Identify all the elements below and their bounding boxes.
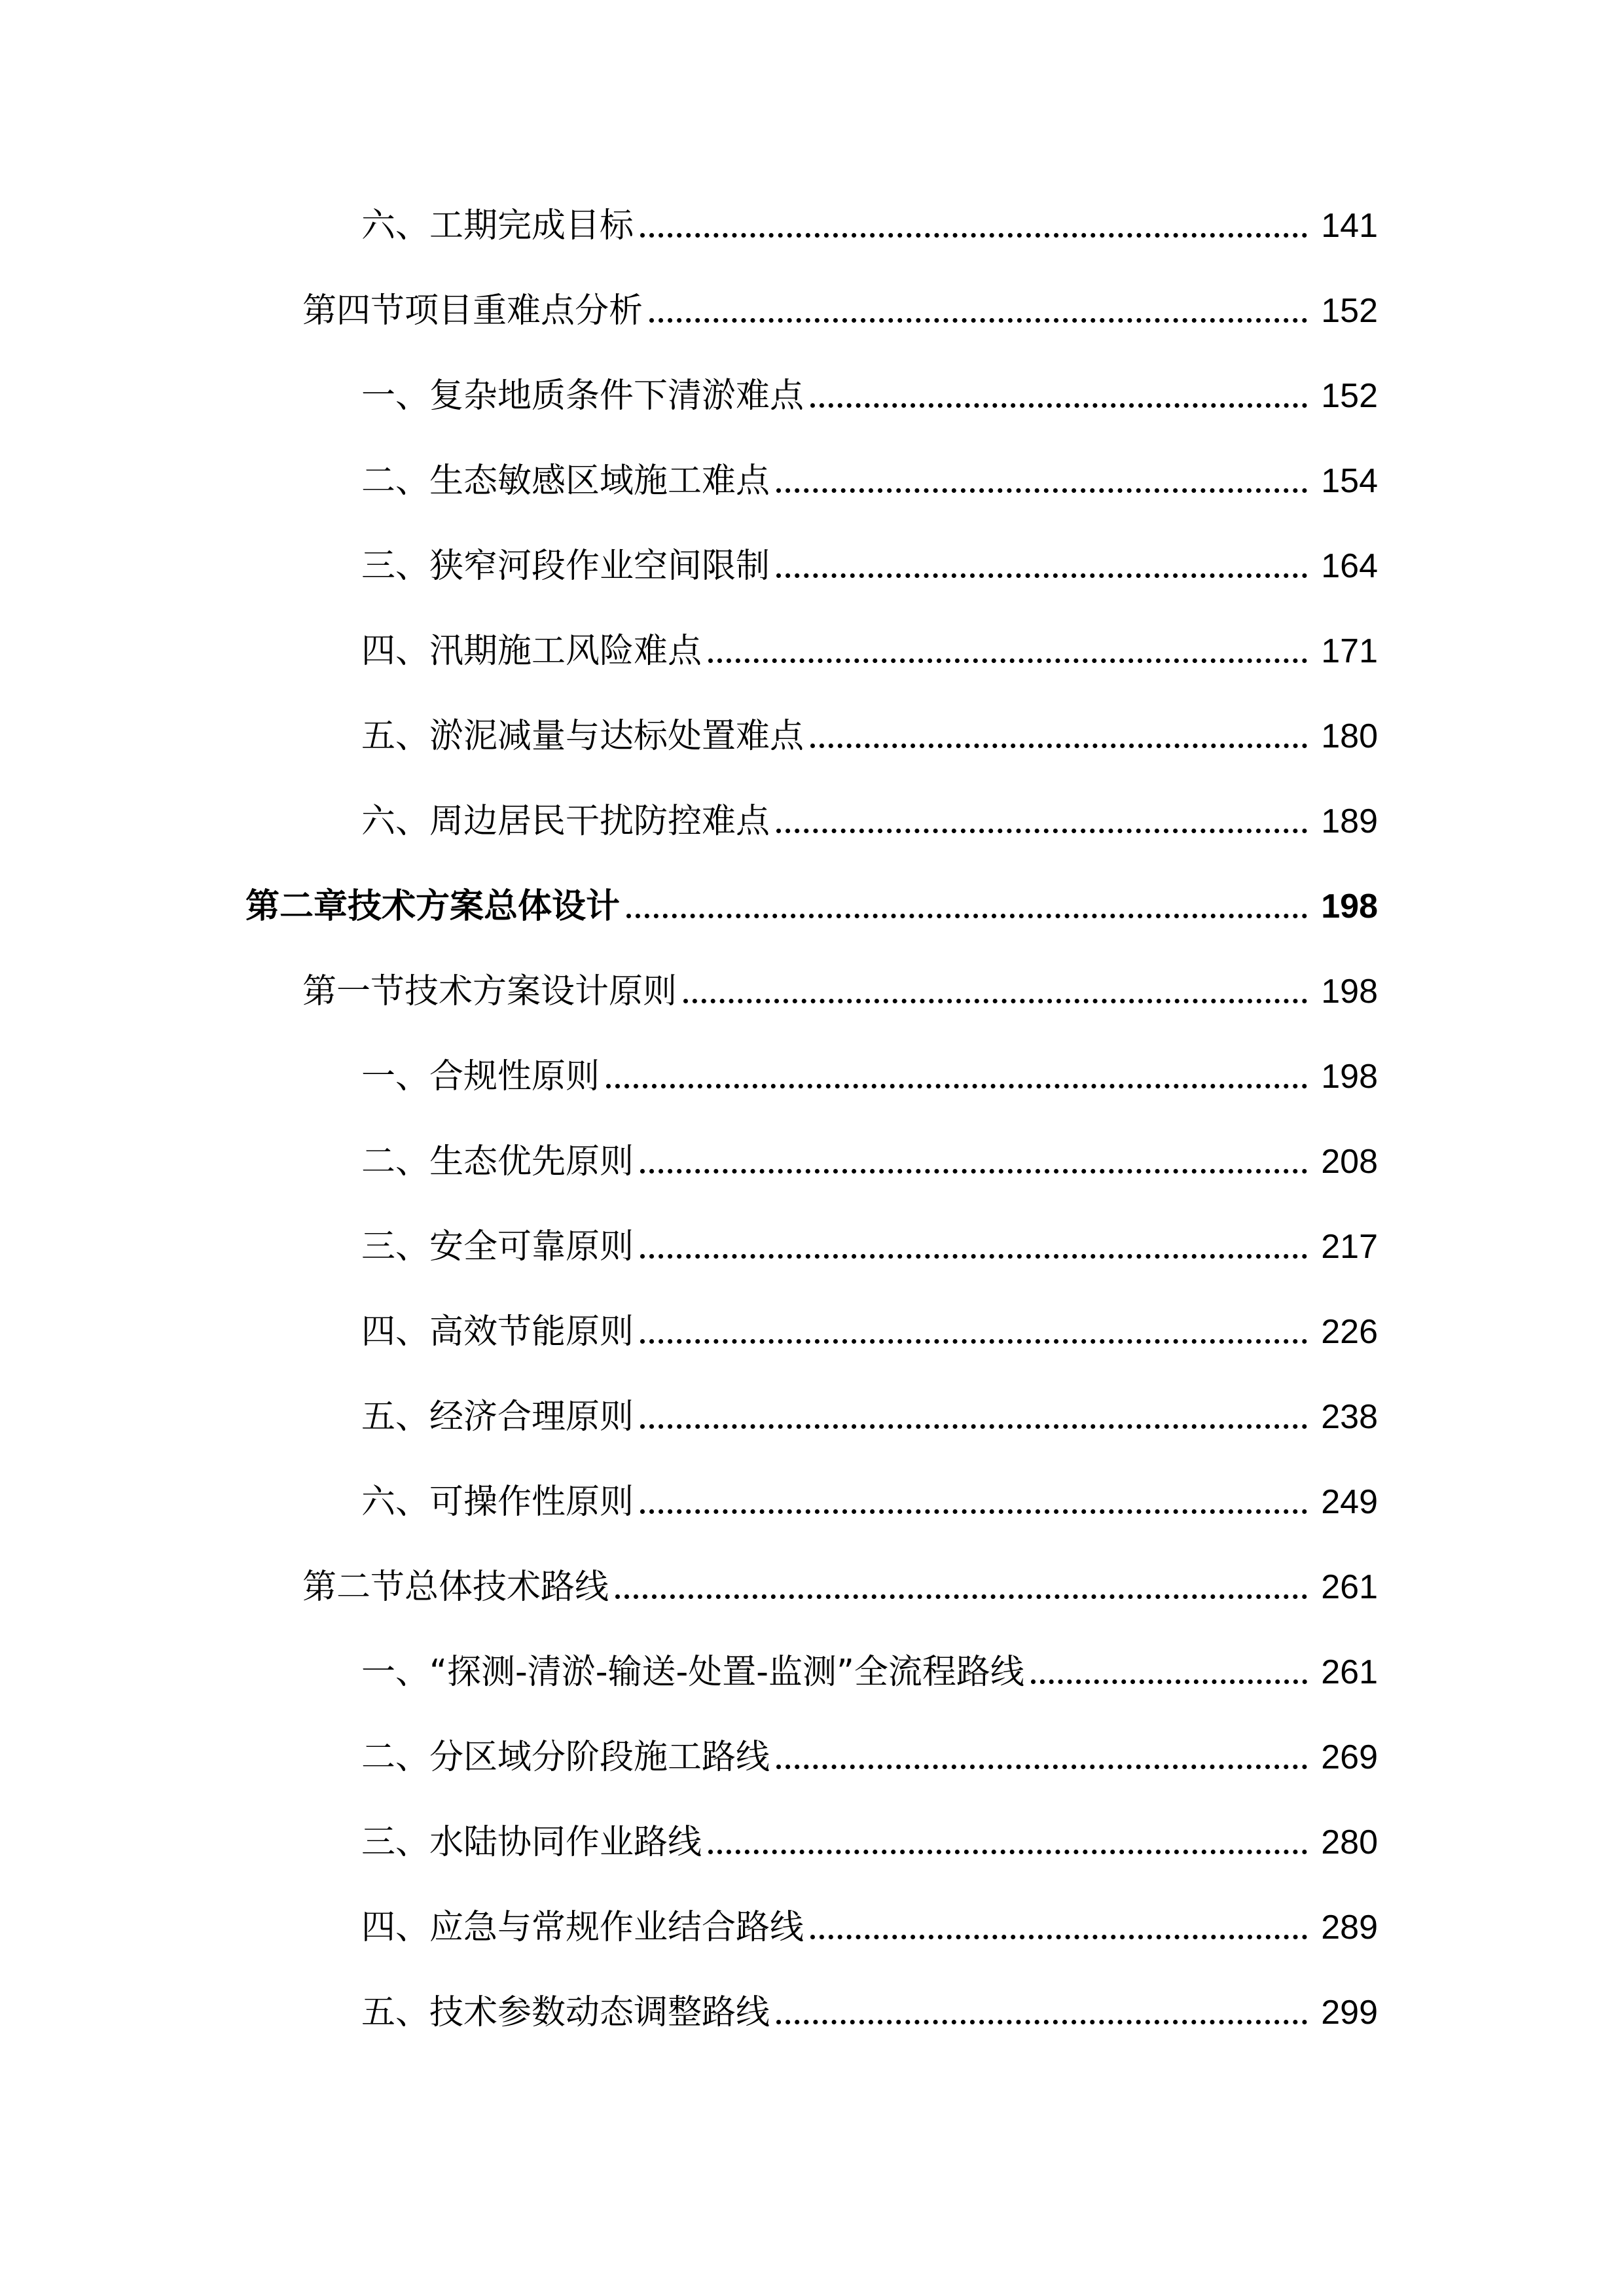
toc-entry-label: 二、分区域分阶段施工路线 — [361, 1738, 770, 1777]
toc-entry-label: 三、安全可靠原则 — [361, 1227, 634, 1266]
toc-entry[interactable] — [361, 1473, 1378, 1532]
toc-entry-page: 249 — [1321, 1483, 1378, 1521]
toc-entry-label: 四、汛期施工风险难点 — [361, 632, 702, 671]
toc-entry-page: 226 — [1321, 1313, 1378, 1351]
toc-entry-page: 154 — [1321, 462, 1378, 500]
toc-entry-label: 三、狭窄河段作业空间限制 — [361, 547, 770, 586]
toc-entry[interactable] — [361, 707, 1378, 766]
toc-entry-page: 198 — [1321, 973, 1378, 1011]
toc-entry-label: 四、高效节能原则 — [361, 1312, 634, 1352]
toc-entry-page: 141 — [1321, 207, 1378, 245]
toc-entry-label: 二、生态敏感区域施工难点 — [361, 461, 770, 501]
dot-leader — [640, 1169, 1307, 1174]
toc-entry-label: 一、合规性原则 — [361, 1057, 600, 1096]
toc-entry[interactable] — [361, 1132, 1378, 1191]
toc-entry-label: 第一节技术方案设计原则 — [302, 972, 677, 1011]
toc-entry-page: 289 — [1321, 1909, 1378, 1946]
toc-entry-label: 三、水陆协同作业路线 — [361, 1823, 702, 1862]
toc-entry[interactable] — [361, 792, 1378, 851]
toc-entry-page: 269 — [1321, 1738, 1378, 1776]
toc-entry[interactable] — [361, 367, 1378, 425]
toc-entry[interactable] — [361, 1302, 1378, 1361]
toc-entry[interactable] — [361, 1983, 1378, 2042]
toc-entry[interactable] — [361, 196, 1378, 255]
toc-entry-label: 第四节项目重难点分析 — [302, 291, 643, 331]
dot-leader — [649, 318, 1307, 323]
dot-leader — [708, 658, 1307, 663]
toc-chapter-entry[interactable] — [245, 877, 1378, 936]
toc-entry-label: 五、经济合理原则 — [361, 1397, 634, 1437]
toc-entry-page: 189 — [1321, 802, 1378, 840]
dot-leader — [606, 1084, 1307, 1088]
toc-entry-label: 六、可操作性原则 — [361, 1482, 634, 1522]
toc-entry[interactable] — [361, 537, 1378, 596]
dot-leader — [776, 573, 1307, 578]
toc-entry-label: 四、应急与常规作业结合路线 — [361, 1908, 804, 1947]
dot-leader — [776, 1765, 1307, 1769]
toc-entry-page: 299 — [1321, 1994, 1378, 2032]
toc-entry-page: 164 — [1321, 547, 1378, 585]
toc-entry-page: 180 — [1321, 717, 1378, 755]
toc-entry[interactable] — [361, 1047, 1378, 1106]
toc-entry[interactable] — [361, 1813, 1378, 1872]
toc-entry-page: 152 — [1321, 292, 1378, 330]
dot-leader — [708, 1850, 1307, 1854]
dot-leader — [776, 2020, 1307, 2024]
toc-entry[interactable] — [361, 1643, 1378, 1702]
dot-leader — [810, 1935, 1307, 1939]
toc-entry[interactable] — [361, 452, 1378, 511]
toc-entry-label: 六、周边居民干扰防控难点 — [361, 802, 770, 841]
dot-leader — [640, 1509, 1307, 1514]
toc-entry-label: 一、“探测-清淤-输送-处置-监测”全流程路线 — [361, 1653, 1024, 1692]
toc-entry[interactable] — [302, 1558, 1378, 1617]
dot-leader — [626, 914, 1307, 918]
dot-leader — [683, 999, 1307, 1003]
dot-leader — [640, 1254, 1307, 1259]
toc-entry-page: 152 — [1321, 377, 1378, 415]
dot-leader — [776, 488, 1307, 493]
toc-entry-label: 第二节总体技术路线 — [302, 1568, 609, 1607]
toc-entry-page: 217 — [1321, 1228, 1378, 1266]
toc-entry-label: 五、淤泥减量与达标处置难点 — [361, 717, 804, 756]
toc-entry-label: 一、复杂地质条件下清淤难点 — [361, 376, 804, 416]
toc-entry-page: 198 — [1321, 1058, 1378, 1096]
toc-entry-page: 280 — [1321, 1823, 1378, 1861]
toc-entry-label: 二、生态优先原则 — [361, 1142, 634, 1181]
toc-entry[interactable] — [361, 1217, 1378, 1276]
toc-entry-page: 208 — [1321, 1143, 1378, 1181]
dot-leader — [640, 1424, 1307, 1429]
toc-entry[interactable] — [302, 281, 1378, 340]
dot-leader — [776, 829, 1307, 833]
toc-entry[interactable] — [302, 962, 1378, 1021]
toc-entry-page: 261 — [1321, 1653, 1378, 1691]
dot-leader — [615, 1594, 1307, 1599]
toc-entry-page: 238 — [1321, 1398, 1378, 1436]
toc-entry-label: 第二章技术方案总体设计 — [245, 887, 621, 926]
dot-leader — [810, 403, 1307, 408]
toc-entry[interactable] — [361, 1728, 1378, 1787]
dot-leader — [640, 1339, 1307, 1344]
dot-leader — [640, 233, 1307, 238]
toc-entry-label: 五、技术参数动态调整路线 — [361, 1993, 770, 2032]
toc-entry[interactable] — [361, 1898, 1378, 1957]
toc-entry-page: 171 — [1321, 632, 1378, 670]
toc-entry[interactable] — [361, 1388, 1378, 1446]
toc-entry[interactable] — [361, 622, 1378, 681]
dot-leader — [1031, 1679, 1307, 1684]
toc-entry-label: 六、工期完成目标 — [361, 206, 634, 245]
toc-entry-page: 261 — [1321, 1568, 1378, 1606]
toc-entry-page: 198 — [1321, 888, 1378, 925]
dot-leader — [810, 744, 1307, 748]
